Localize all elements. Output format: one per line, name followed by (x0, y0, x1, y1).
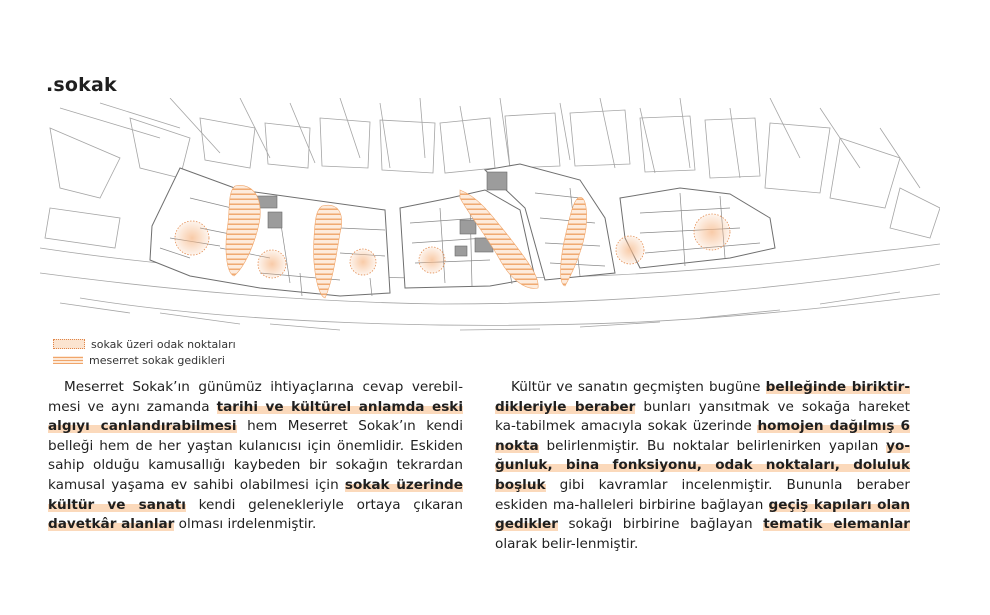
text-column-left (48, 378, 463, 535)
text-run: Kültür ve sanatın geçmişten bugüne (511, 379, 766, 395)
text-run: belirlenmiştir. Bu noktalar belirlenirken yapılan (538, 437, 887, 454)
highlight-run: davetkâr alanlar (48, 516, 175, 533)
text-run: kendi gelenekleriyle ortaya çıkaran (185, 496, 464, 513)
text-run: olarak belir-lenmiştir. (495, 535, 639, 552)
text-run: bunları yansıtmak ve sokağa hareket ka-tabilmek amacıyla sokak üzerinde (495, 398, 910, 435)
highlight-run: sokak üzerinde kültür ve sanatı (48, 476, 464, 513)
site-plan-map (40, 98, 940, 333)
hatched-swatch-icon (53, 356, 83, 364)
text-run: gibi kavramlar incelenmiştir. Bununla beraber eskiden ma-halleleri birbirine bağlayan (495, 476, 910, 513)
dotted-swatch-icon (53, 339, 85, 349)
highlight-run: tarihi ve kültürel anlamda eski algıyı canlandırabilmesi (48, 398, 463, 435)
map-legend (53, 336, 236, 368)
legend-item-focus (53, 336, 236, 352)
text-run: Meserret Sokak’ın günümüz ihtiyaçlarına cevap verebil-mesi ve aynı zamanda (48, 379, 463, 415)
legend-label-gaps: meserret sokak gedikleri (89, 353, 225, 367)
highlight-run: homojen dağılmış 6 nokta (495, 418, 910, 454)
text-column-right (495, 378, 910, 554)
highlight-run: yo-ğunluk, bina fonksiyonu, odak noktaları, doluluk boşluk (495, 437, 910, 493)
paragraph-right (495, 378, 910, 554)
text-run: olması irdelenmiştir. (174, 516, 317, 533)
highlight-run: belleğinde biriktir-dikleriyle beraber (495, 379, 910, 415)
text-run: sokağı birbirine bağlayan (557, 516, 764, 533)
page-title: .sokak (46, 74, 117, 96)
legend-label-focus: sokak üzeri odak noktaları (91, 337, 236, 351)
text-run: hem Meserret Sokak’ın kendi belleği hem de her yaştan kulanıcısı için önemlidir. Eskiden sahip olduğu kamusallığı kaybeden bir sokağın tekrardan kamusal yaşama ev sahibi olabilmesi için (48, 418, 463, 493)
paragraph-left (48, 378, 463, 535)
legend-item-gaps (53, 352, 236, 368)
highlight-run: tematik elemanlar (763, 516, 911, 533)
highlight-run: geçiş kapıları olan gedikler (495, 496, 911, 533)
